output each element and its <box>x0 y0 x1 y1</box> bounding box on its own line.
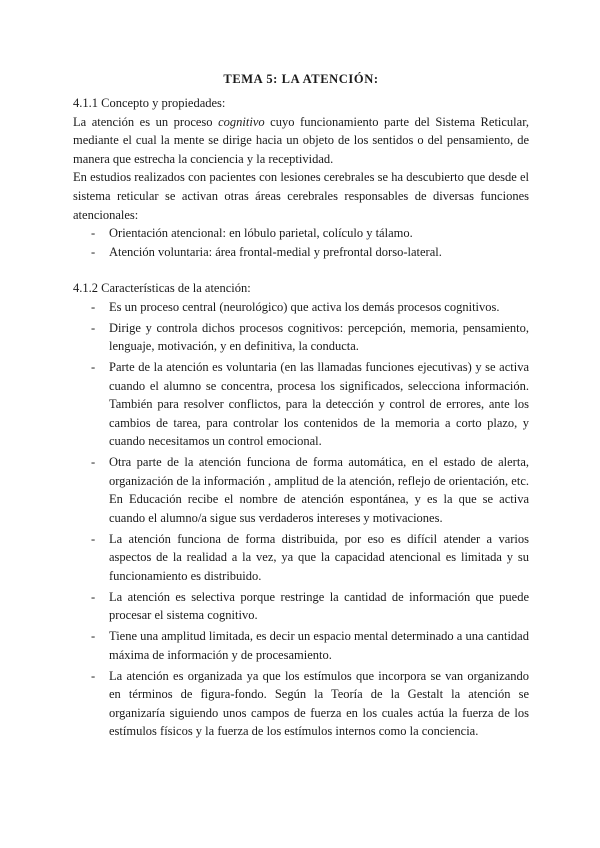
list-item-text: Orientación atencional: en lóbulo parietal, colículo y tálamo. <box>109 226 413 241</box>
section-1-list <box>73 224 529 261</box>
list-item <box>73 667 529 741</box>
para1-text-end: cuyo funcionamiento parte del Sistema Reticular, mediante el cual la mente se dirige hacia un objeto de los sentidos o del pensamiento, de manera que estrecha la conciencia y la receptividad. <box>73 114 529 166</box>
list-item-text: La atención es organizada ya que los estímulos que incorpora se van organizando en términos de figura-fondo. Según la Teoría de la Gestalt la atención se organizaría siguiendo unos campos de fuerza en los cuales actúa la fuerza de los estímulos físicos y la fuerza de los estímulos internos como la conciencia. <box>109 668 529 739</box>
list-item-text: Es un proceso central (neurológico) que activa los demás procesos cognitivos. <box>109 299 500 314</box>
bullet-dash: - <box>91 531 96 546</box>
bullet-dash: - <box>91 668 96 683</box>
bullet-dash: - <box>91 320 96 335</box>
bullet-dash: - <box>91 299 96 314</box>
list-item <box>73 358 529 451</box>
list-item <box>73 453 529 527</box>
list-item <box>73 224 529 243</box>
list-item-text: Atención voluntaria: área frontal-medial y prefrontal dorso-lateral. <box>109 244 442 259</box>
document-page <box>73 70 529 743</box>
para1-text-start: La atención es un proceso <box>73 114 219 129</box>
page-title: TEMA 5: LA ATENCIÓN: <box>223 72 379 86</box>
bullet-dash: - <box>91 226 96 241</box>
bullet-dash: - <box>91 629 96 644</box>
bullet-dash: - <box>91 244 96 259</box>
list-item-text: Otra parte de la atención funciona de forma automática, en el estado de alerta, organización de la información , amplitud de la atención, reflejo de orientación, etc. En Educación recibe el nombre de atención espontánea, y es la que se activa cuando el alumno/a sigue sus verdaderos intereses y motivaciones. <box>109 455 529 526</box>
list-item <box>73 298 529 317</box>
section-1-heading: 4.1.1 Concepto y propiedades: <box>73 96 226 110</box>
section-1-paragraph-1 <box>73 113 529 169</box>
list-item <box>73 319 529 356</box>
bullet-dash: - <box>91 360 96 375</box>
list-item-text: Tiene una amplitud limitada, es decir un espacio mental determinado a una cantidad máxima de información y de procesamiento. <box>109 629 529 662</box>
list-item <box>73 588 529 625</box>
bullet-dash: - <box>91 455 96 470</box>
section-2-heading: 4.1.2 Características de la atención: <box>73 281 251 296</box>
section-1-paragraph-2: En estudios realizados con pacientes con lesiones cerebrales se ha descubierto que desde el sistema reticular se activan otras áreas cerebrales responsables de diversas funciones atencionales: <box>73 170 529 222</box>
list-item-text: Parte de la atención es voluntaria (en las llamadas funciones ejecutivas) y se activa cuando el alumno se concentra, procesa los significados, selecciona información. También para resolver conflictos, para la detección y control de errores, ante los cambios de tarea, para controlar los contenidos de la memoria a corto plazo, y cuando necesitamos un control emocional. <box>109 360 529 449</box>
para1-italic-term: cognitivo <box>218 114 265 129</box>
list-item-text: La atención es selectiva porque restringe la cantidad de información que puede procesar el sistema cognitivo. <box>109 589 529 623</box>
list-item-text: Dirige y controla dichos procesos cognitivos: percepción, memoria, pensamiento, lenguaje, motivación, y en definitiva, la conducta. <box>109 320 529 354</box>
list-item <box>73 243 529 262</box>
bullet-dash: - <box>91 589 96 604</box>
list-item <box>73 530 529 586</box>
section-2-list <box>73 298 529 741</box>
list-item <box>73 627 529 664</box>
section-spacer <box>73 261 529 279</box>
list-item-text: La atención funciona de forma distribuida, por eso es difícil atender a varios aspectos de la realidad a la vez, ya que la capacidad atencional es limitada y su funcionamiento es distribuido. <box>109 531 529 583</box>
